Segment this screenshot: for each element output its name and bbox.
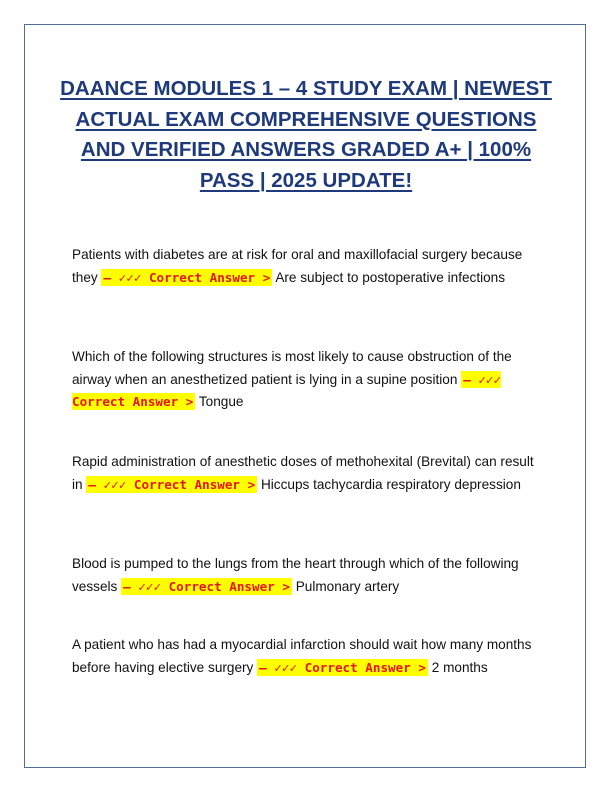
answer-text: Are subject to postoperative infections [275,269,506,285]
answer-text: Tongue [198,394,244,409]
correct-answer-marker: – ✓✓✓ Correct Answer > [72,371,502,409]
page-title: DAANCE MODULES 1 – 4 STUDY EXAM | NEWEST ACTUAL EXAM COMPREHENSIVE QUESTIONS AND VERIFIED ANSWERS GRADED A+ | 100% PASS | 2025 UPDATE! [60,77,552,192]
correct-answer-marker: – ✓✓✓ Correct Answer > [88,476,256,492]
correct-answer-marker: – ✓✓✓ Correct Answer > [103,269,271,285]
qa-item [72,244,542,289]
qa-item [72,553,542,598]
qa-item [72,451,542,496]
answer-text: 2 months [431,659,488,675]
question-text: Which of the following structures is most likely to cause obstruction of the airway when an anesthetized patient is lying in a supine position [72,349,512,387]
question-text: Patients with diabetes are at risk for oral and maxillofacial surgery because they [72,247,523,285]
question-text: Blood is pumped to the lungs from the heart through which of the following vessels [72,556,519,594]
answer-text: Pulmonary artery [295,578,400,594]
qa-item [72,346,542,414]
answer-text: Hiccups tachycardia respiratory depression [260,476,521,492]
correct-answer-marker: – ✓✓✓ Correct Answer > [123,578,290,594]
question-text: A patient who has had a myocardial infarction should wait how many months before having elective surgery [72,637,532,675]
correct-answer-marker: – ✓✓✓ Correct Answer > [259,659,426,675]
question-text: Rapid administration of anesthetic doses of methohexital (Brevital) can result in [72,454,534,492]
qa-item [72,634,542,679]
